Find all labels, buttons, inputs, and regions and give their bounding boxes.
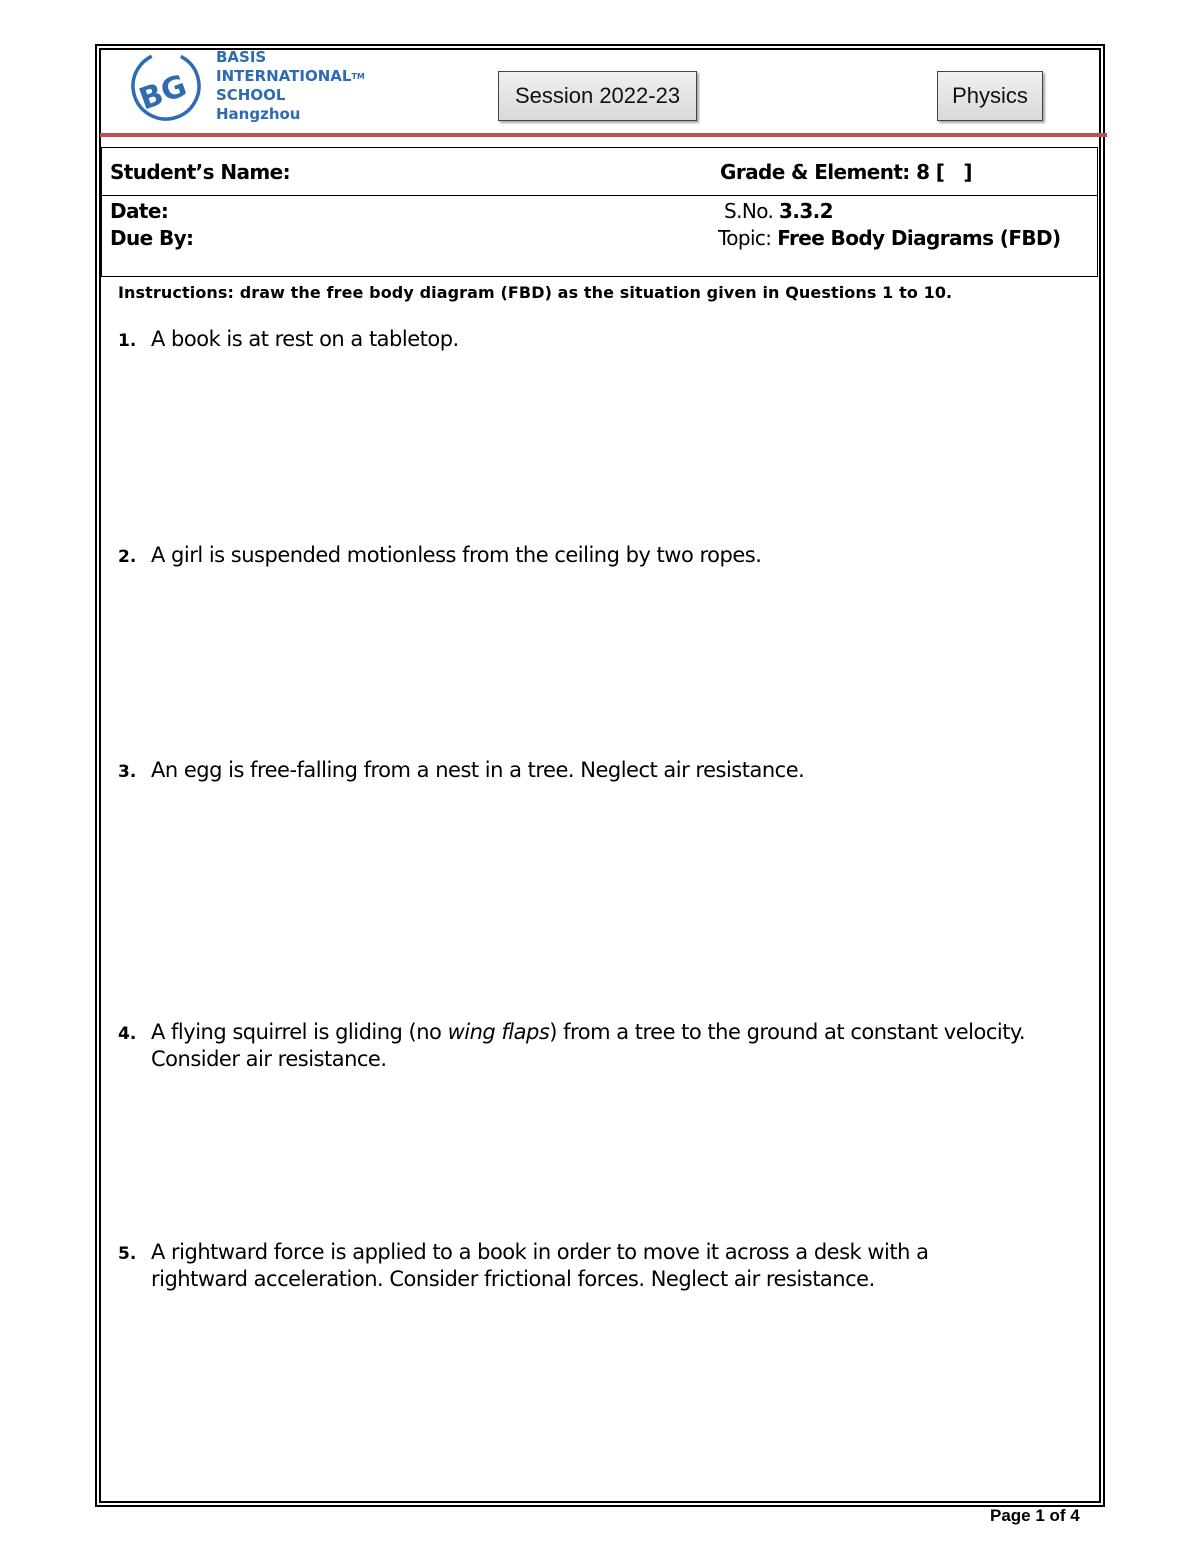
topic-value: Free Body Diagrams (FBD) xyxy=(777,226,1061,250)
question-number: 3. xyxy=(118,762,137,782)
topic xyxy=(718,226,1061,250)
question-1 xyxy=(118,326,1078,353)
question-text: A girl is suspended motionless from the ceiling by two ropes. xyxy=(151,543,762,567)
logo-monogram: BG xyxy=(134,68,192,118)
logo-line-1: BASIS xyxy=(216,48,267,66)
instructions: Instructions: draw the free body diagram (FBD) as the situation given in Questions 1 to 10. xyxy=(118,283,953,302)
grade-element-label: Grade & Element: 8 [ ] xyxy=(720,160,972,184)
question-2 xyxy=(118,542,1078,569)
page-number: Page 1 of 4 xyxy=(990,1506,1080,1525)
student-name-label: Student’s Name: xyxy=(110,160,290,184)
date-label: Date: xyxy=(110,199,169,223)
logo-line-4: Hangzhou xyxy=(216,105,301,123)
question-text: An egg is free-falling from a nest in a tree. Neglect air resistance. xyxy=(151,758,805,782)
question-5 xyxy=(118,1239,1018,1293)
question-number: 2. xyxy=(118,547,137,567)
logo-line-2: INTERNATIONAL™ xyxy=(216,67,365,85)
question-number: 5. xyxy=(118,1244,137,1264)
serial-number-label: S.No. xyxy=(724,199,774,223)
topic-label: Topic: xyxy=(718,226,772,250)
question-text: A rightward force is applied to a book in order to move it across a desk with a rightward acceleration. Consider frictional forces. Neglect air resistance. xyxy=(151,1240,929,1291)
subject-label: Physics xyxy=(952,83,1028,108)
session-label-box xyxy=(498,71,697,121)
question-4 xyxy=(118,1019,1078,1073)
logo-line-3: SCHOOL xyxy=(216,86,286,104)
question-3 xyxy=(118,757,1078,784)
logo-trademark: TM xyxy=(351,72,365,81)
student-info-table xyxy=(101,147,1098,277)
question-text: A flying squirrel is gliding (no wing flaps) from a tree to the ground at constant velocity. Consider air resistance. xyxy=(151,1020,1026,1071)
logo-wordmark xyxy=(216,48,365,124)
subject-label-box xyxy=(937,71,1043,121)
question-number: 1. xyxy=(118,331,137,351)
session-label: Session 2022-23 xyxy=(514,83,681,108)
header-rule xyxy=(100,133,1107,137)
info-row-divider xyxy=(102,195,1097,196)
serial-number xyxy=(724,199,833,223)
question-number: 4. xyxy=(118,1024,137,1044)
due-by-label: Due By: xyxy=(110,226,194,250)
serial-number-value: 3.3.2 xyxy=(779,199,833,223)
question-emphasis: wing flaps xyxy=(447,1020,550,1044)
question-text: A book is at rest on a tabletop. xyxy=(151,327,459,351)
